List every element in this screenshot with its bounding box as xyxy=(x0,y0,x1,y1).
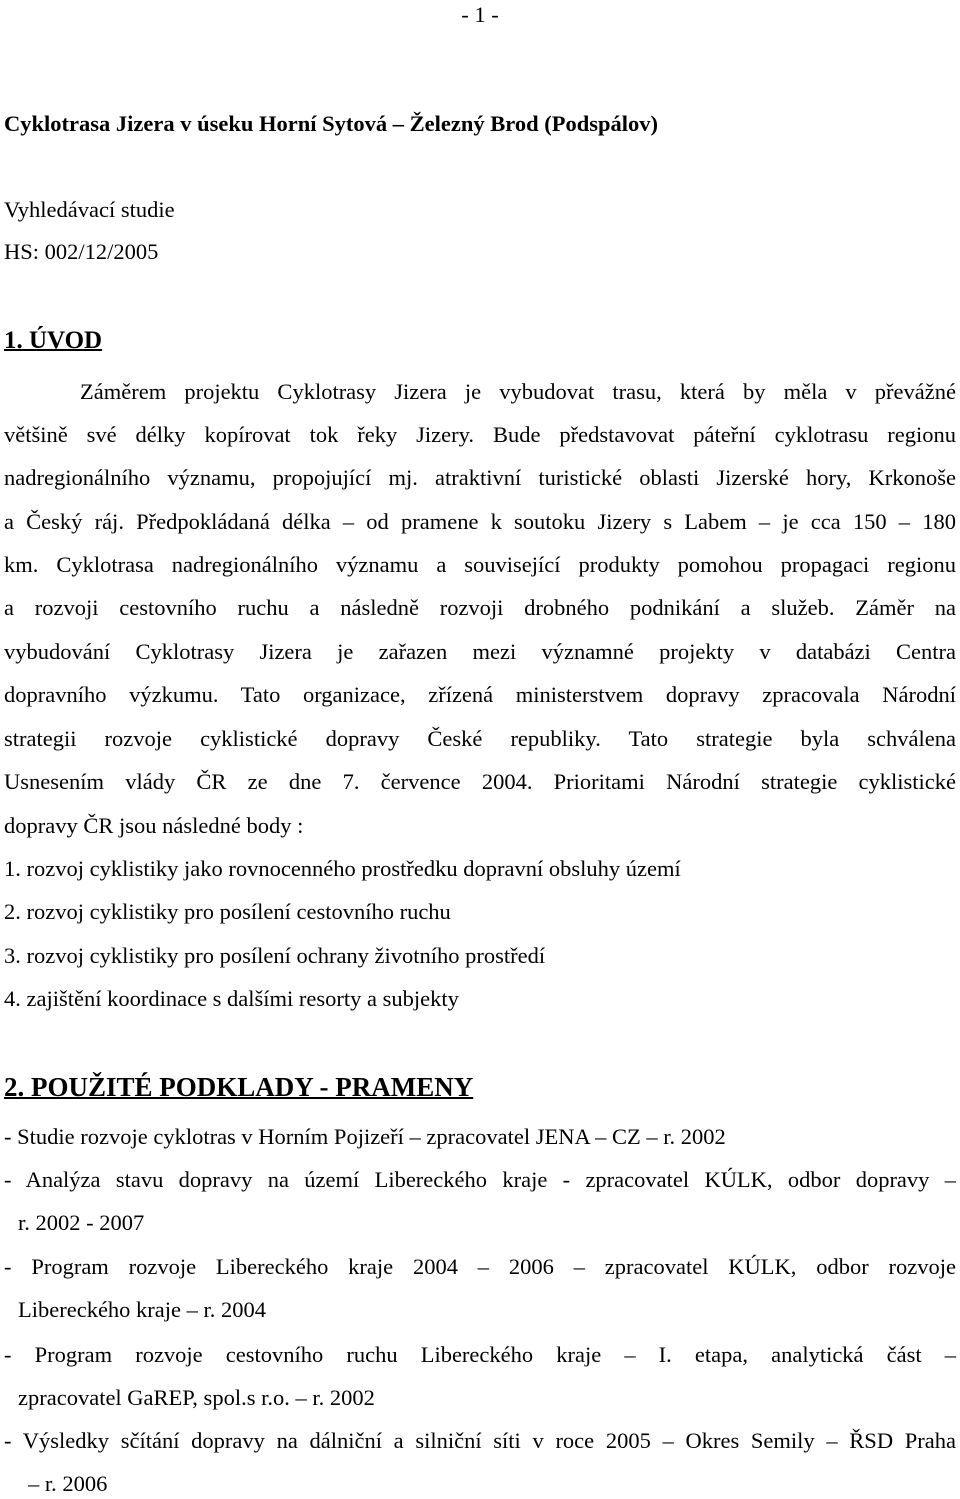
section-heading-podklady: 2. POUŽITÉ PODKLADY - PRAMENY xyxy=(4,1072,474,1102)
priority-item: 3. rozvoj cyklistiky pro posílení ochrany životního prostředí xyxy=(4,943,546,968)
paragraph-line: vybudování Cyklotrasy Jizera je zařazen mezi významné projekty v databázi Centra xyxy=(4,639,956,664)
document-reference: HS: 002/12/2005 xyxy=(4,239,159,264)
paragraph-line: většině své délky kopírovat tok řeky Jizery. Bude představovat páteřní cyklotrasu regionu xyxy=(4,422,956,447)
source-item-continuation: r. 2002 - 2007 xyxy=(18,1210,145,1235)
priority-item: 1. rozvoj cyklistiky jako rovnocenného prostředku dopravní obsluhy území xyxy=(4,856,681,881)
paragraph-line: dopravy ČR jsou následné body : xyxy=(4,813,304,838)
section-heading-uvod: 1. ÚVOD xyxy=(4,327,103,354)
document-subtitle: Vyhledávací studie xyxy=(4,197,175,222)
paragraph-line: strategii rozvoje cyklistické dopravy České republiky. Tato strategie byla schválena xyxy=(4,726,956,751)
source-item-continuation: Libereckého kraje – r. 2004 xyxy=(18,1297,267,1322)
priority-item: 4. zajištění koordinace s dalšími resorty a subjekty xyxy=(4,986,459,1011)
source-item: - Analýza stavu dopravy na území Libereckého kraje - zpracovatel KÚLK, odbor dopravy – xyxy=(4,1167,956,1192)
paragraph-line: a rozvoji cestovního ruchu a následně rozvoji drobného podnikání a služeb. Záměr na xyxy=(4,595,956,620)
page-number: - 1 - xyxy=(461,2,499,27)
source-item-continuation: – r. 2006 xyxy=(28,1471,108,1496)
document-title: Cyklotrasa Jizera v úseku Horní Sytová – Železný Brod (Podspálov) xyxy=(4,111,658,136)
source-item-continuation: zpracovatel GaREP, spol.s r.o. – r. 2002 xyxy=(18,1385,375,1410)
source-item: - Studie rozvoje cyklotras v Horním Pojizeří – zpracovatel JENA – CZ – r. 2002 xyxy=(4,1124,726,1149)
paragraph-line: a Český ráj. Předpokládaná délka – od pramene k soutoku Jizery s Labem – je cca 150 – 180 xyxy=(4,509,956,534)
paragraph-line: Usnesením vlády ČR ze dne 7. července 2004. Prioritami Národní strategie cyklistické xyxy=(4,769,956,794)
source-item: - Výsledky sčítání dopravy na dálniční a silniční síti v roce 2005 – Okres Semily – ŘSD Praha xyxy=(4,1428,956,1453)
paragraph-line: nadregionálního významu, propojující mj. atraktivní turistické oblasti Jizerské hory, Krkonoše xyxy=(4,465,956,490)
paragraph-line: dopravního výzkumu. Tato organizace, zřízená ministerstvem dopravy zpracovala Národní xyxy=(4,682,956,707)
source-item: - Program rozvoje Libereckého kraje 2004 – 2006 – zpracovatel KÚLK, odbor rozvoje xyxy=(4,1254,956,1279)
paragraph-line: Záměrem projektu Cyklotrasy Jizera je vybudovat trasu, která by měla v převážné xyxy=(80,379,956,404)
priority-item: 2. rozvoj cyklistiky pro posílení cestovního ruchu xyxy=(4,899,451,924)
source-item: - Program rozvoje cestovního ruchu Libereckého kraje – I. etapa, analytická část – xyxy=(4,1342,956,1367)
paragraph-line: km. Cyklotrasa nadregionálního významu a související produkty pomohou propagaci regionu xyxy=(4,552,956,577)
